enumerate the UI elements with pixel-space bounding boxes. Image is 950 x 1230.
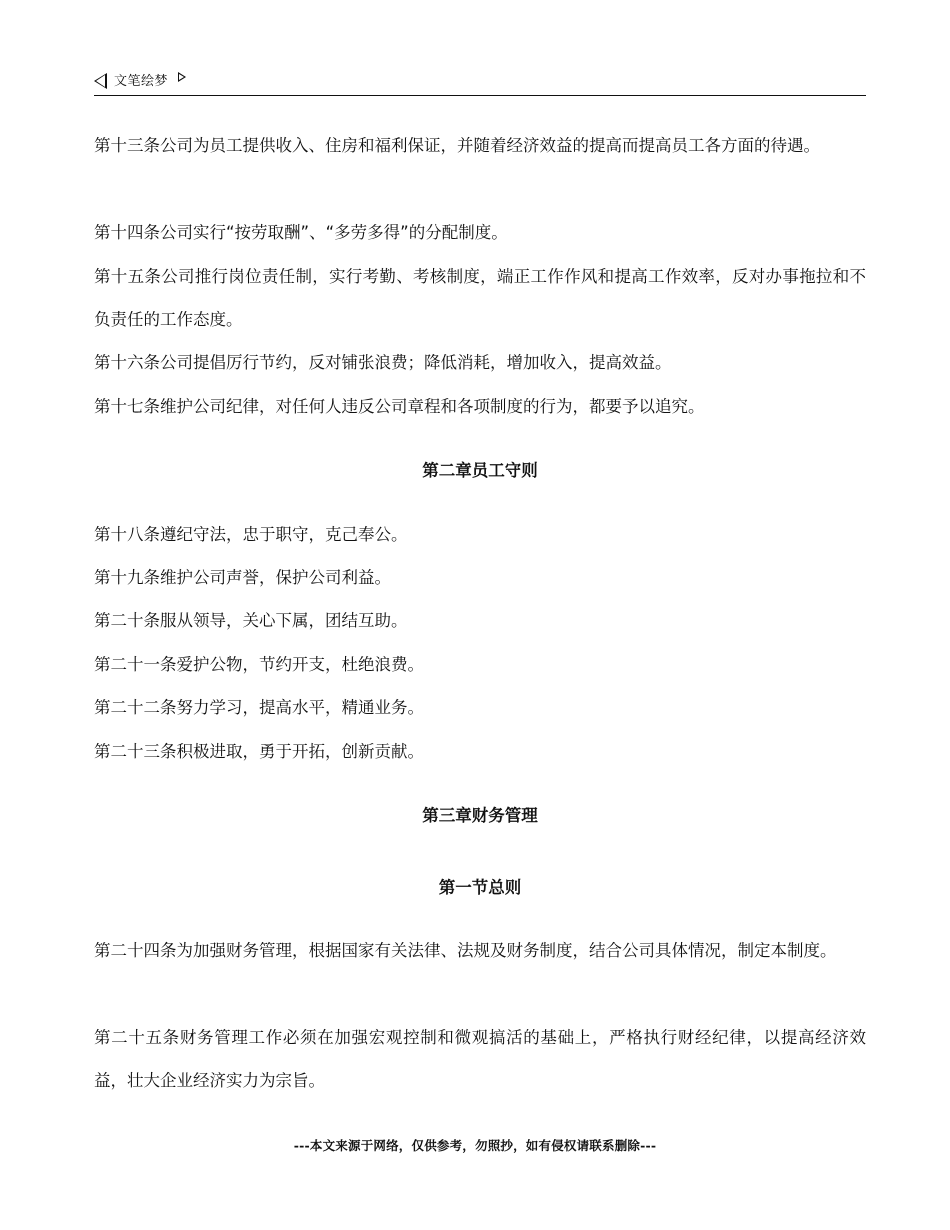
article-15: 第十五条公司推行岗位责任制，实行考勤、考核制度，端正工作作风和提高工作效率，反对办事拖拉和不负责任的工作态度。 — [94, 267, 866, 329]
article-23: 第二十三条积极进取，勇于开拓，创新贡献。 — [94, 742, 424, 761]
article-20: 第二十条服从领导，关心下属，团结互助。 — [94, 611, 408, 630]
article-25: 第二十五条财务管理工作必须在加强宏观控制和微观搞活的基础上，严格执行财经纪律，以提高经济效益，壮大企业经济实力为宗旨。 — [94, 1028, 866, 1090]
article-21: 第二十一条爱护公物，节约开支，杜绝浪费。 — [94, 655, 424, 674]
article-24: 第二十四条为加强财务管理，根据国家有关法律、法规及财务制度，结合公司具体情况，制定本制度。 — [94, 941, 837, 960]
article-17: 第十七条维护公司纪律，对任何人违反公司章程和各项制度的行为，都要予以追究。 — [94, 397, 705, 416]
article-22: 第二十二条努力学习，提高水平，精通业务。 — [94, 698, 424, 717]
article-14: 第十四条公司实行“按劳取酬”、“多劳多得”的分配制度。 — [94, 223, 508, 242]
chapter-2-heading: 第二章员工守则 — [422, 461, 538, 480]
triangle-right-icon — [178, 72, 186, 82]
article-19: 第十九条维护公司声誉，保护公司利益。 — [94, 568, 391, 587]
triangle-left-icon — [94, 73, 107, 89]
article-16: 第十六条公司提倡厉行节约，反对铺张浪费；降低消耗，增加收入，提高效益。 — [94, 353, 672, 372]
article-18: 第十八条遵纪守法，忠于职守，克己奉公。 — [94, 525, 408, 544]
page-footer: ---本文来源于网络，仅供参考，勿照抄，如有侵权请联系删除--- — [293, 1138, 657, 1153]
section-1-heading: 第一节总则 — [438, 878, 522, 897]
chapter-3-heading: 第三章财务管理 — [422, 806, 538, 825]
page-header — [94, 71, 866, 96]
header-title: 文笔绘梦 — [114, 74, 169, 89]
article-13: 第十三条公司为员工提供收入、住房和福利保证，并随着经济效益的提高而提高员工各方面的待遇。 — [94, 136, 820, 155]
